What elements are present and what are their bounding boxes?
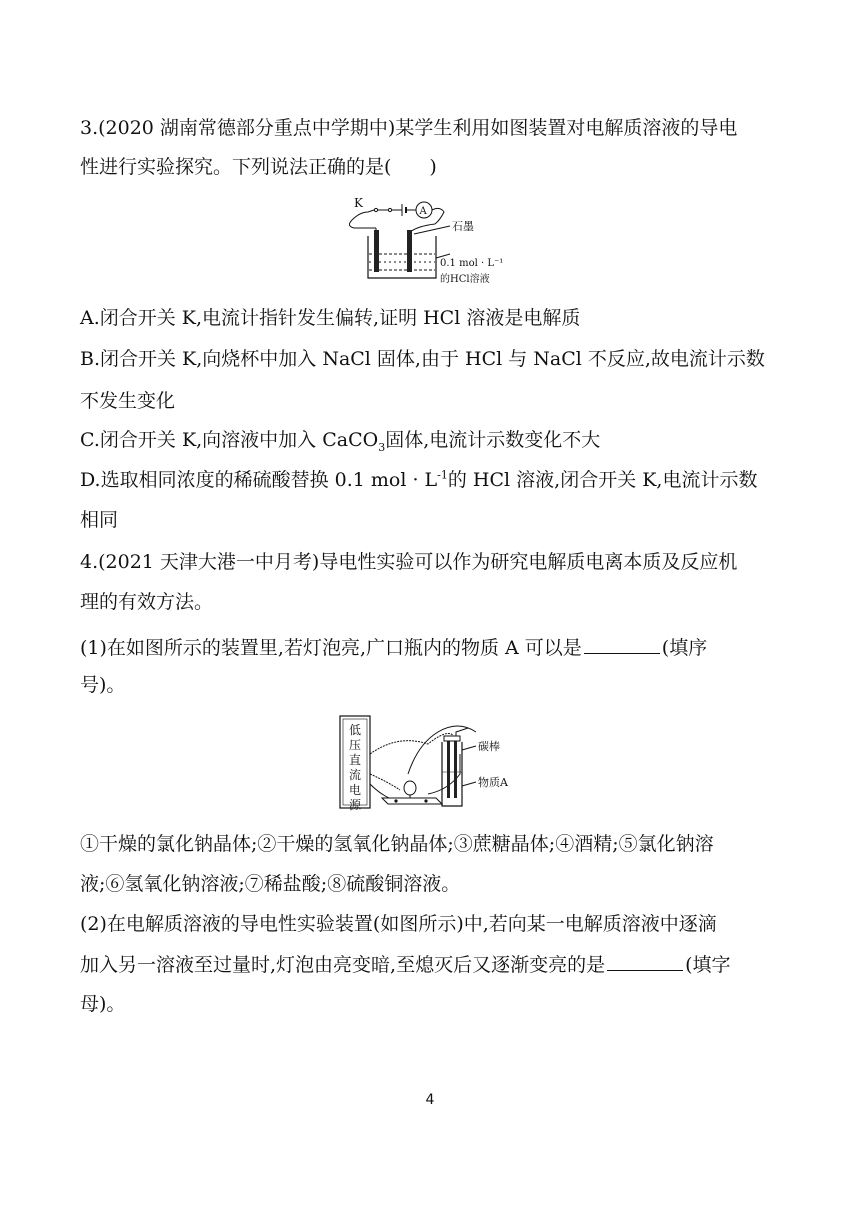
electrode-label: 石墨 (452, 220, 474, 233)
q4-part1 (80, 635, 707, 660)
solution-label-2: 的HCl溶液 (440, 274, 490, 285)
bulb-icon (404, 781, 416, 795)
power-supply-label: 低压直流电源 (349, 723, 362, 812)
substance-a-label: 物质A (478, 776, 508, 789)
q3-stem-line1: 3.(2020 湖南常德部分重点中学期中)某学生利用如图装置对电解质溶液的导电 (80, 117, 738, 139)
q4-figure (338, 714, 538, 814)
jar-icon (442, 742, 462, 806)
ammeter-label: A (419, 206, 427, 217)
q3-option-d-post: 的 HCl 溶液,闭合开关 K,电流计示数 (447, 469, 758, 491)
q4-part1-pre: (1)在如图所示的装置里,若灯泡亮,广口瓶内的物质 A 可以是 (80, 637, 582, 659)
answer-blank-2[interactable] (607, 952, 683, 971)
solution-label-1: 0.1 mol · L⁻¹ (440, 258, 504, 269)
q3-option-b-line2: 不发生变化 (80, 390, 176, 412)
q4-part2-line1: (2)在电解质溶液的导电性实验装置(如图所示)中,若向某一电解质溶液中逐滴 (80, 913, 717, 935)
answer-blank-1[interactable] (584, 635, 660, 654)
q4-stem-line1: 4.(2021 天津大港一中月考)导电性实验可以作为研究电解质电离本质及反应机 (80, 551, 738, 573)
q3-option-d-line2: 相同 (80, 509, 119, 531)
q3-option-c (80, 428, 600, 452)
carbon-rod-label: 碳棒 (478, 740, 500, 753)
q4-part2-line2 (80, 952, 731, 977)
graphite-electrode-left (374, 230, 379, 272)
q3-option-d-pre: D.选取相同浓度的稀硫酸替换 0.1 mol · L (80, 469, 438, 491)
q4-choices-line2: 液;⑥氢氧化钠溶液;⑦稀盐酸;⑧硫酸铜溶液。 (80, 873, 461, 895)
q3-option-c-post: 固体,电流计示数变化不大 (385, 429, 601, 451)
q3-option-c-sub: 3 (378, 440, 386, 454)
q4-part1-post: (填序 (661, 637, 708, 659)
q4-part2-pre: 加入另一溶液至过量时,灯泡由亮变暗,至熄灭后又逐渐变亮的是 (80, 954, 606, 976)
carbon-rod-right (454, 736, 457, 798)
q4-part2-post: (填字 (685, 954, 731, 976)
page-number: 4 (425, 1092, 435, 1108)
switch-k-label: K (354, 196, 363, 210)
q4-stem-line2: 理的有效方法。 (80, 591, 214, 613)
graphite-electrode-right (407, 230, 412, 272)
q3-option-a: A.闭合开关 K,电流计指针发生偏转,证明 HCl 溶液是电解质 (80, 307, 581, 329)
q4-part2-line3: 母)。 (80, 993, 126, 1015)
q3-figure (340, 192, 540, 290)
q3-option-c-pre: C.闭合开关 K,向溶液中加入 CaCO (80, 429, 379, 451)
q3-option-b-line1: B.闭合开关 K,向烧杯中加入 NaCl 固体,由于 HCl 与 NaCl 不反应,故电流计示数 (80, 348, 765, 370)
q3-stem-line2: 性进行实验探究。下列说法正确的是( ) (80, 156, 437, 178)
q3-option-d-sup: -1 (437, 468, 448, 482)
q3-option-d (80, 468, 757, 492)
carbon-rod-left (447, 736, 450, 798)
q4-choices-line1: ①干燥的氯化钠晶体;②干燥的氢氧化钠晶体;③蔗糖晶体;④酒精;⑤氯化钠溶 (80, 833, 714, 855)
q4-part1-line2: 号)。 (80, 674, 126, 696)
